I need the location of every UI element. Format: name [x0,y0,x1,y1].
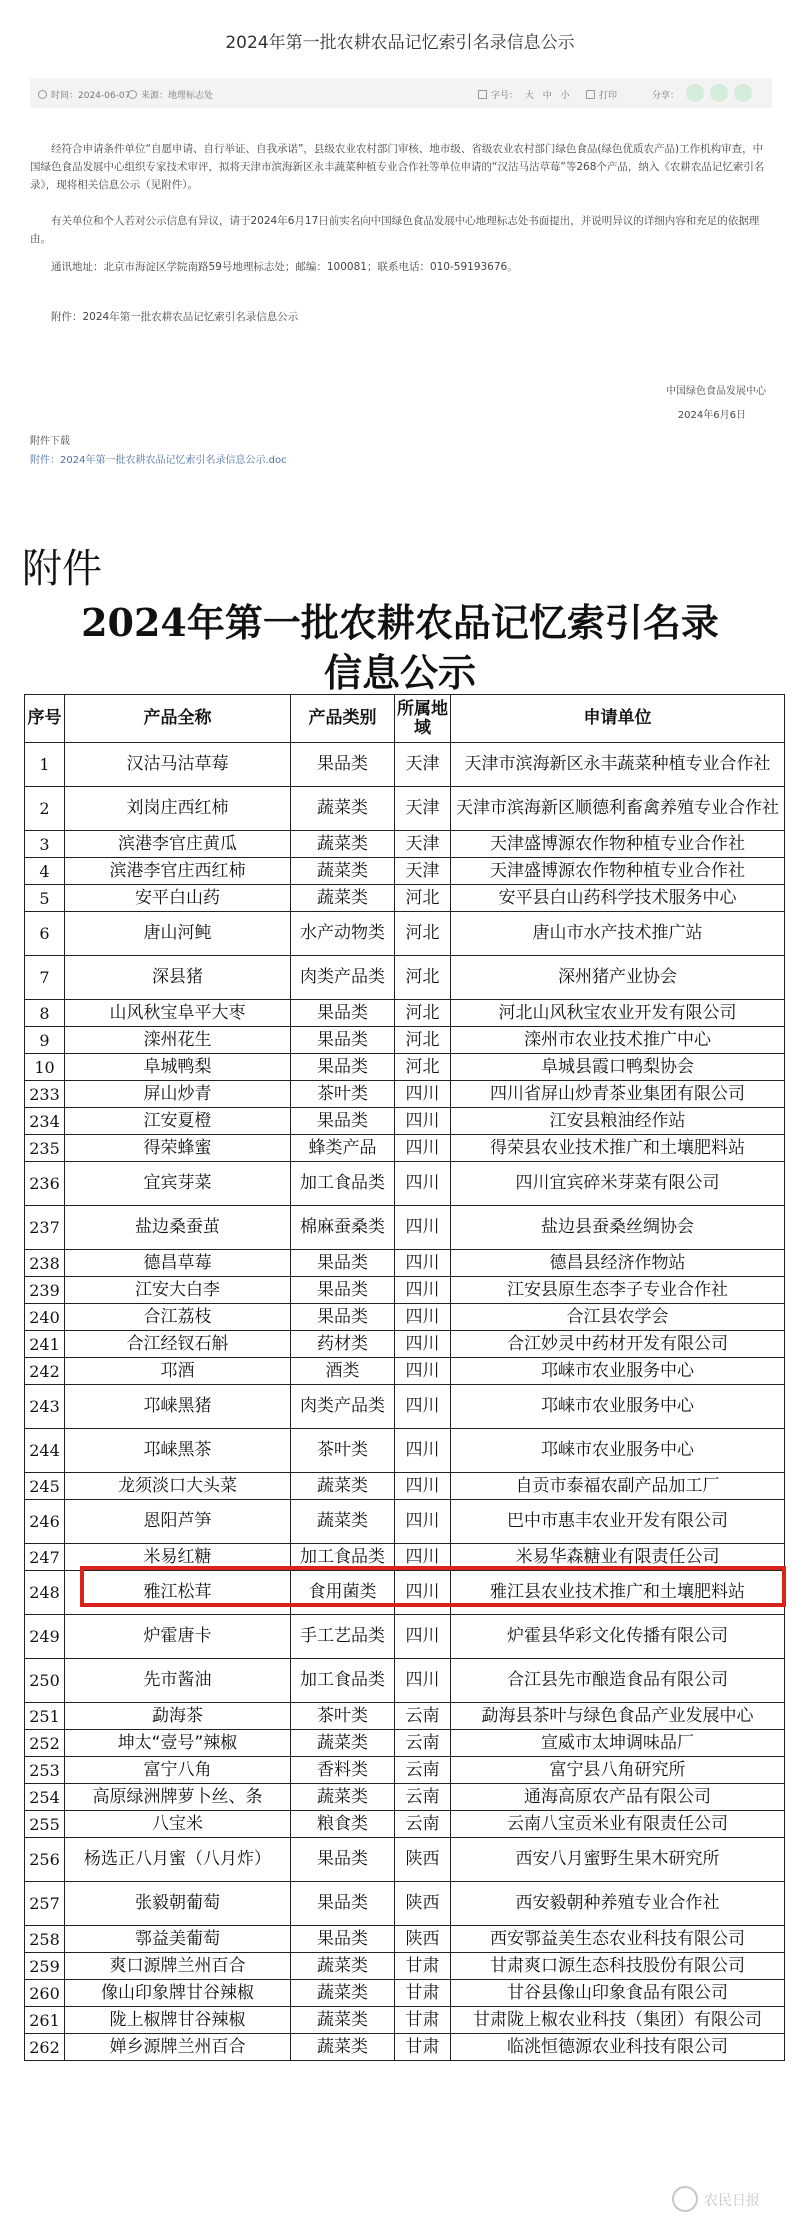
table-row [25,1571,785,1615]
font-size-control [478,88,570,101]
source [128,88,213,101]
cell-region: 甘肃 [395,1980,451,2007]
cell-applicant: 自贡市泰福农副产品加工厂 [451,1473,785,1500]
cell-applicant: 临洮恒德源农业科技有限公司 [451,2034,785,2061]
cell-region: 四川 [395,1304,451,1331]
cell-product: 滨港李官庄黄瓜 [65,831,291,858]
cell-product: 炉霍唐卡 [65,1615,291,1659]
cell-no: 256 [25,1838,65,1882]
table-row [25,1730,785,1757]
cell-category: 蔬菜类 [291,1953,395,1980]
cell-category: 果品类 [291,1838,395,1882]
table-body [25,743,785,2061]
wechat-share-icon[interactable] [686,84,704,102]
table-row [25,1784,785,1811]
cell-region: 四川 [395,1358,451,1385]
font-large-button[interactable]: 大 [524,91,534,101]
cell-applicant: 邛崃市农业服务中心 [451,1358,785,1385]
table-row [25,1054,785,1081]
cell-no: 260 [25,1980,65,2007]
cell-no: 238 [25,1250,65,1277]
attachment-title-line2: 信息公示 [323,650,476,695]
cell-region: 四川 [395,1385,451,1429]
cell-applicant: 邛崃市农业服务中心 [451,1429,785,1473]
cell-applicant: 炉霍县华彩文化传播有限公司 [451,1615,785,1659]
download-label: 附件下载 [30,436,70,447]
cell-region: 四川 [395,1277,451,1304]
cell-category: 蔬菜类 [291,1473,395,1500]
cell-no: 237 [25,1206,65,1250]
cell-region: 甘肃 [395,2034,451,2061]
cell-product: 八宝米 [65,1811,291,1838]
table-row [25,1980,785,2007]
cell-product: 鄠益美葡萄 [65,1926,291,1953]
paragraph-intro: 经符合申请条件单位“自愿申请、自行举证、自我承诺”，县级农业农村部门审核、地市级、省级农业农村部门绿色食品(绿色优质农产品)工作机构审查，中国绿色食品发展中心组织专家技术审评，拟将天津市滨海新区永丰蔬菜种植专业合作社等单位申请的“汉沽马沽草莓”等268个产品，纳入《农耕农品记忆索引名录》，现将相关信息公示（见附件）。 [30,143,765,191]
cell-category: 果品类 [291,1304,395,1331]
cell-no: 253 [25,1757,65,1784]
cell-applicant: 四川宜宾碎米芽菜有限公司 [451,1162,785,1206]
table-row [25,1429,785,1473]
source-text: 来源：地理标志处 [141,91,214,101]
attachment-title-line1: 2024年第一批农耕农品记忆索引名录 [81,600,719,645]
cell-no: 258 [25,1926,65,1953]
table-row [25,1000,785,1027]
cell-product: 阜城鸭梨 [65,1054,291,1081]
table-row [25,1250,785,1277]
cell-applicant: 四川省屏山炒青茶业集团有限公司 [451,1081,785,1108]
cell-no: 250 [25,1659,65,1703]
table-row [25,1081,785,1108]
cell-category: 蜂类产品 [291,1135,395,1162]
cell-no: 248 [25,1571,65,1615]
product-list-table [24,694,785,2061]
cell-no: 247 [25,1544,65,1571]
cell-product: 邛酒 [65,1358,291,1385]
cell-category: 果品类 [291,1882,395,1926]
cell-category: 加工食品类 [291,1659,395,1703]
table-row [25,2007,785,2034]
cell-category: 蔬菜类 [291,885,395,912]
cell-category: 粮食类 [291,1811,395,1838]
cell-category: 水产动物类 [291,912,395,956]
cell-no: 9 [25,1027,65,1054]
cell-applicant: 巴中市惠丰农业开发有限公司 [451,1500,785,1544]
cell-no: 259 [25,1953,65,1980]
cell-category: 蔬菜类 [291,831,395,858]
header-no: 序号 [25,695,65,743]
cell-no: 244 [25,1429,65,1473]
cell-category: 茶叶类 [291,1429,395,1473]
table-row [25,743,785,787]
cell-region: 四川 [395,1544,451,1571]
cell-no: 254 [25,1784,65,1811]
cell-region: 陕西 [395,1882,451,1926]
cell-applicant: 通海高原农产品有限公司 [451,1784,785,1811]
cell-product: 屏山炒青 [65,1081,291,1108]
cell-product: 唐山河鲀 [65,912,291,956]
attachment-download-link[interactable]: 附件：2024年第一批农耕农品记忆索引名录信息公示.doc [30,455,287,466]
meta-bar [30,78,772,108]
cell-product: 安平白山药 [65,885,291,912]
table-row [25,1135,785,1162]
cell-no: 3 [25,831,65,858]
cell-product: 邛崃黑茶 [65,1429,291,1473]
cell-product: 张毅朝葡萄 [65,1882,291,1926]
cell-category: 蔬菜类 [291,2034,395,2061]
cell-applicant: 天津市滨海新区顺德利畜禽养殖专业合作社 [451,787,785,831]
cell-applicant: 盐边县蚕桑丝绸协会 [451,1206,785,1250]
cell-product: 像山印象牌甘谷辣椒 [65,1980,291,2007]
cell-applicant: 安平县白山药科学技术服务中心 [451,885,785,912]
cell-applicant: 唐山市水产技术推广站 [451,912,785,956]
cell-region: 云南 [395,1757,451,1784]
cell-category: 果品类 [291,1926,395,1953]
cell-no: 245 [25,1473,65,1500]
table-row [25,1811,785,1838]
attachment-label: 附件 [22,546,102,592]
cell-region: 河北 [395,1027,451,1054]
cell-no: 4 [25,858,65,885]
cell-category: 茶叶类 [291,1081,395,1108]
print-button[interactable] [586,88,617,101]
cell-applicant: 云南八宝贡米业有限责任公司 [451,1811,785,1838]
table-row [25,1473,785,1500]
header-applicant: 申请单位 [451,695,785,743]
cell-region: 四川 [395,1206,451,1250]
cell-category: 香料类 [291,1757,395,1784]
cell-region: 四川 [395,1108,451,1135]
cell-applicant: 天津盛博源农作物种植专业合作社 [451,831,785,858]
cell-region: 甘肃 [395,2007,451,2034]
cell-product: 恩阳芦笋 [65,1500,291,1544]
table-header-row [25,695,785,743]
signer-org: 中国绿色食品发展中心 [666,386,766,397]
cell-category: 食用菌类 [291,1571,395,1615]
cell-category: 茶叶类 [291,1703,395,1730]
cell-product: 汉沽马沽草莓 [65,743,291,787]
table-row [25,1108,785,1135]
cell-no: 236 [25,1162,65,1206]
cell-product: 勐海茶 [65,1703,291,1730]
cell-product: 龙须淡口大头菜 [65,1473,291,1500]
cell-no: 242 [25,1358,65,1385]
font-size-label: 字号： [491,91,519,101]
article-title: 2024年第一批农耕农品记忆索引名录信息公示 [225,33,575,53]
cell-no: 2 [25,787,65,831]
cell-no: 239 [25,1277,65,1304]
cell-applicant: 西安八月蜜野生果木研究所 [451,1838,785,1882]
cell-region: 甘肃 [395,1953,451,1980]
cell-region: 四川 [395,1135,451,1162]
cell-region: 四川 [395,1081,451,1108]
paragraph-attachment: 附件：2024年第一批农耕农品记忆索引名录信息公示 [51,311,299,323]
text-size-icon [478,90,487,99]
cell-applicant: 邛崃市农业服务中心 [451,1385,785,1429]
cell-category: 蔬菜类 [291,858,395,885]
cell-applicant: 深州猪产业协会 [451,956,785,1000]
table-row [25,2034,785,2061]
print-label: 打印 [599,91,618,101]
cell-applicant: 甘肃爽口源生态科技股份有限公司 [451,1953,785,1980]
cell-category: 果品类 [291,1027,395,1054]
cell-category: 肉类产品类 [291,956,395,1000]
cell-no: 10 [25,1054,65,1081]
table-row [25,956,785,1000]
cell-region: 四川 [395,1615,451,1659]
table-row [25,1544,785,1571]
font-medium-button[interactable]: 中 [542,91,552,101]
table-row [25,1304,785,1331]
cell-region: 云南 [395,1730,451,1757]
cell-no: 243 [25,1385,65,1429]
cell-region: 河北 [395,912,451,956]
cell-product: 邛崃黑猪 [65,1385,291,1429]
cell-no: 240 [25,1304,65,1331]
watermark [672,2186,760,2212]
cell-category: 酒类 [291,1358,395,1385]
cell-product: 盐边桑蚕茧 [65,1206,291,1250]
cell-category: 果品类 [291,1054,395,1081]
cell-no: 8 [25,1000,65,1027]
paragraph-contact: 通讯地址：北京市海淀区学院南路59号地理标志处；邮编：100081；联系电话：010-59193676。 [51,261,518,273]
table-row [25,1500,785,1544]
cell-applicant: 江安县粮油经作站 [451,1108,785,1135]
cell-product: 合江荔枝 [65,1304,291,1331]
cell-applicant: 甘谷县像山印象食品有限公司 [451,1980,785,2007]
cell-category: 药材类 [291,1331,395,1358]
table-row [25,1926,785,1953]
signer-date: 2024年6月6日 [677,410,746,421]
cell-applicant: 勐海县茶叶与绿色食品产业发展中心 [451,1703,785,1730]
cell-applicant: 阜城县霞口鸭梨协会 [451,1054,785,1081]
cell-product: 江安夏橙 [65,1108,291,1135]
weibo-share-icon[interactable] [710,84,728,102]
header-product: 产品全称 [65,695,291,743]
cell-no: 5 [25,885,65,912]
table-row [25,1385,785,1429]
cell-category: 蔬菜类 [291,1784,395,1811]
cell-applicant: 富宁县八角研究所 [451,1757,785,1784]
cell-product: 刘岗庄西红柿 [65,787,291,831]
cell-product: 杨选正八月蜜（八月炸） [65,1838,291,1882]
cell-product: 深县猪 [65,956,291,1000]
cell-no: 233 [25,1081,65,1108]
cell-category: 蔬菜类 [291,1980,395,2007]
paragraph-objection: 有关单位和个人若对公示信息有异议，请于2024年6月17日前实名向中国绿色食品发展中心地理标志处书面提出，并说明异议的详细内容和充足的依据理由。 [30,215,760,245]
publish-time-text: 时间：2024-06-07 [51,91,131,101]
font-small-button[interactable]: 小 [560,91,570,101]
cell-category: 果品类 [291,743,395,787]
table-row [25,1615,785,1659]
table-row [25,787,785,831]
cell-no: 1 [25,743,65,787]
table-row [25,1659,785,1703]
cell-region: 天津 [395,743,451,787]
cell-product: 得荣蜂蜜 [65,1135,291,1162]
qq-share-icon[interactable] [734,84,752,102]
cell-applicant: 雅江县农业技术推广和土壤肥料站 [451,1571,785,1615]
cell-no: 252 [25,1730,65,1757]
cell-region: 四川 [395,1331,451,1358]
cell-region: 河北 [395,1000,451,1027]
cell-region: 云南 [395,1703,451,1730]
table-row [25,1358,785,1385]
cell-category: 蔬菜类 [291,787,395,831]
cell-region: 云南 [395,1784,451,1811]
cell-region: 四川 [395,1473,451,1500]
cell-applicant: 河北山风秋宝农业开发有限公司 [451,1000,785,1027]
cell-no: 234 [25,1108,65,1135]
cell-category: 棉麻蚕桑类 [291,1206,395,1250]
table-row [25,1703,785,1730]
cell-product: 坤太“壹号”辣椒 [65,1730,291,1757]
cell-no: 235 [25,1135,65,1162]
cell-applicant: 江安县原生态李子专业合作社 [451,1277,785,1304]
cell-product: 陇上椒牌甘谷辣椒 [65,2007,291,2034]
cell-applicant: 天津市滨海新区永丰蔬菜种植专业合作社 [451,743,785,787]
table-row [25,1838,785,1882]
cell-product: 高原绿洲牌萝卜丝、条 [65,1784,291,1811]
cell-region: 天津 [395,787,451,831]
cell-region: 云南 [395,1811,451,1838]
cell-product: 雅江松茸 [65,1571,291,1615]
cell-product: 德昌草莓 [65,1250,291,1277]
cell-category: 加工食品类 [291,1544,395,1571]
cell-applicant: 滦州市农业技术推广中心 [451,1027,785,1054]
cell-region: 河北 [395,885,451,912]
cell-category: 果品类 [291,1000,395,1027]
cell-product: 江安大白李 [65,1277,291,1304]
cell-region: 天津 [395,831,451,858]
cell-applicant: 合江县农学会 [451,1304,785,1331]
cell-applicant: 甘肃陇上椒农业科技（集团）有限公司 [451,2007,785,2034]
cell-product: 婵乡源牌兰州百合 [65,2034,291,2061]
cell-no: 6 [25,912,65,956]
cell-applicant: 合江妙灵中药材开发有限公司 [451,1331,785,1358]
cell-no: 261 [25,2007,65,2034]
cell-no: 246 [25,1500,65,1544]
cell-applicant: 德昌县经济作物站 [451,1250,785,1277]
table-row [25,1953,785,1980]
cell-region: 四川 [395,1162,451,1206]
cell-region: 四川 [395,1250,451,1277]
cell-applicant: 宣威市太坤调味品厂 [451,1730,785,1757]
cell-product: 山风秋宝阜平大枣 [65,1000,291,1027]
cell-product: 先市酱油 [65,1659,291,1703]
publish-time [38,88,130,101]
table-row [25,1162,785,1206]
cell-region: 陕西 [395,1926,451,1953]
watermark-text: 农民日报 [704,2193,760,2209]
cell-applicant: 合江县先市酿造食品有限公司 [451,1659,785,1703]
cell-region: 河北 [395,1054,451,1081]
table-row [25,1331,785,1358]
table-row [25,1277,785,1304]
cell-no: 257 [25,1882,65,1926]
cell-region: 天津 [395,858,451,885]
cell-product: 米易红糖 [65,1544,291,1571]
cell-applicant: 米易华森糖业有限责任公司 [451,1544,785,1571]
cell-product: 爽口源牌兰州百合 [65,1953,291,1980]
table-row [25,1027,785,1054]
cell-category: 果品类 [291,1108,395,1135]
cell-category: 蔬菜类 [291,2007,395,2034]
header-region: 所属地域 [395,695,451,743]
table-row [25,1757,785,1784]
cell-category: 果品类 [291,1277,395,1304]
web-article [0,0,800,500]
cell-applicant: 天津盛博源农作物种植专业合作社 [451,858,785,885]
cell-category: 果品类 [291,1250,395,1277]
cell-no: 262 [25,2034,65,2061]
table-row [25,1882,785,1926]
cell-category: 加工食品类 [291,1162,395,1206]
cell-product: 滦州花生 [65,1027,291,1054]
cell-product: 合江经钗石斛 [65,1331,291,1358]
table-row [25,858,785,885]
cell-applicant: 得荣县农业技术推广和土壤肥料站 [451,1135,785,1162]
cell-no: 249 [25,1615,65,1659]
cell-product: 宜宾芽菜 [65,1162,291,1206]
cell-category: 肉类产品类 [291,1385,395,1429]
cell-region: 四川 [395,1429,451,1473]
table-row [25,831,785,858]
header-category: 产品类别 [291,695,395,743]
cell-applicant: 西安毅朝种养殖专业合作社 [451,1882,785,1926]
clock-icon [38,90,47,99]
cell-no: 241 [25,1331,65,1358]
cell-applicant: 西安鄠益美生态农业科技有限公司 [451,1926,785,1953]
cell-category: 手工艺品类 [291,1615,395,1659]
cell-product: 滨港李官庄西红柿 [65,858,291,885]
watermark-logo-icon [672,2186,698,2212]
table-row [25,912,785,956]
cell-region: 四川 [395,1500,451,1544]
cell-no: 255 [25,1811,65,1838]
table-row [25,885,785,912]
cell-region: 河北 [395,956,451,1000]
cell-product: 富宁八角 [65,1757,291,1784]
cell-region: 四川 [395,1571,451,1615]
table-row [25,1206,785,1250]
cell-category: 蔬菜类 [291,1500,395,1544]
cell-region: 陕西 [395,1838,451,1882]
user-icon [128,90,137,99]
cell-no: 251 [25,1703,65,1730]
share-label: 分享： [652,91,680,101]
cell-category: 蔬菜类 [291,1730,395,1757]
cell-region: 四川 [395,1659,451,1703]
cell-no: 7 [25,956,65,1000]
print-icon [586,90,595,99]
